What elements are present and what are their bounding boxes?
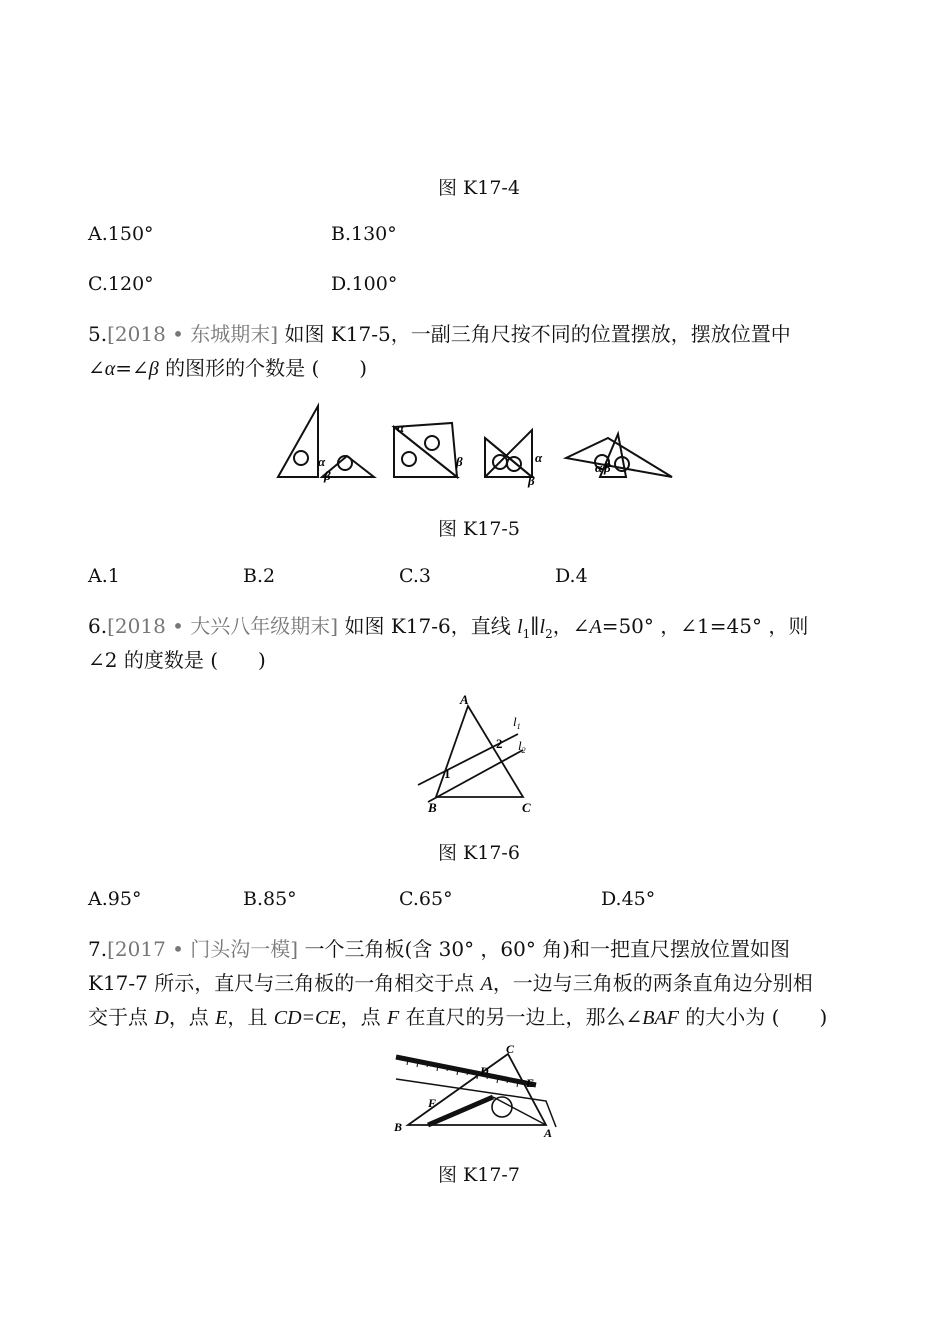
alpha-label: α (397, 420, 405, 435)
option-b: B.85° (243, 888, 297, 910)
figure-k17-6 (410, 690, 540, 820)
question-text: ，且 (227, 1005, 274, 1029)
hole (294, 451, 308, 465)
point-d-label: D (480, 1064, 489, 1078)
point-e-label: E (526, 1076, 535, 1090)
beta-label: β (528, 473, 535, 488)
figure-caption-k17-4: 图 K17-4 (438, 177, 520, 199)
line-l1: l (517, 616, 523, 638)
subscript: 2 (545, 627, 553, 641)
triangle-30-60 (278, 406, 318, 477)
question-number: 6. (88, 614, 108, 638)
triangle-hole (492, 1097, 512, 1117)
option-b: B.2 (243, 565, 276, 587)
question-text: =50° ，∠1=45° ，则 (601, 614, 809, 638)
angle-variable: A (589, 616, 602, 638)
option-d: D.100° (331, 273, 398, 295)
figure-k17-7 (388, 1042, 563, 1140)
question-text: 一个三角板(含 30° ，60° 角)和一把直尺摆放位置如图 (304, 937, 791, 961)
figure-caption-k17-5: 图 K17-5 (438, 518, 520, 540)
figure-caption-k17-7: 图 K17-7 (438, 1164, 520, 1186)
alpha-symbol: α (104, 358, 116, 380)
line-l1 (418, 734, 518, 785)
question-7-line-3 (88, 1000, 827, 1035)
angle-baf: BAF (642, 1007, 679, 1029)
question-number: 5. (88, 322, 108, 346)
beta-symbol: β (148, 358, 159, 380)
question-text: 交于点 (88, 1005, 155, 1029)
option-b: B.130° (331, 223, 397, 245)
question-7-line-1 (88, 932, 790, 966)
question-text: ，一边与三角板的两条直角边分别相 (492, 971, 813, 995)
vertex-a-label: A (544, 1126, 553, 1140)
alpha-label: α (595, 460, 603, 475)
alpha-label: α (318, 454, 326, 469)
figure-caption-k17-6: 图 K17-6 (438, 842, 520, 864)
option-d: D.4 (555, 565, 588, 587)
question-source: [2017 • 门头沟一模] (107, 937, 299, 961)
option-c: C.120° (88, 273, 154, 295)
point-a: A (480, 973, 493, 995)
question-text: K17-7 所示，直尺与三角板的一角相交于点 (88, 971, 481, 995)
question-text: 在直尺的另一边上，那么∠ (399, 1005, 643, 1029)
subscript: 1 (522, 627, 531, 641)
vertex-b-label: B (394, 1120, 403, 1134)
point-e: E (215, 1007, 228, 1029)
question-6-line-2 (88, 643, 266, 677)
alpha-label: α (535, 450, 543, 465)
line-l1-label: $l_1$ (513, 714, 521, 731)
line-l2: l (539, 616, 546, 638)
option-c: C.65° (399, 888, 453, 910)
question-text: 如图 K17-5，一副三角尺按不同的位置摆放，摆放位置中 (284, 322, 791, 346)
question-5-line-2 (88, 351, 367, 386)
figure-k17-5 (270, 400, 680, 490)
question-7-line-2 (88, 966, 813, 1001)
point-f-label: F (428, 1096, 437, 1110)
question-text: 的大小为 ( ) (678, 1005, 828, 1029)
beta-label: β (456, 454, 463, 469)
angle-symbol: ∠ (88, 356, 105, 380)
question-text: ，点 (168, 1005, 216, 1029)
question-source: [2018 • 东城期末] (107, 322, 279, 346)
question-source: [2018 • 大兴八年级期末] (107, 614, 339, 638)
point-f: F (386, 1007, 400, 1029)
vertex-b-label: B (428, 800, 437, 815)
question-5-line-1 (88, 317, 791, 351)
question-text: ∠2 的度数是 ( ) (88, 648, 266, 672)
option-a: A.1 (88, 565, 120, 587)
ruler-edge-bottom (428, 1097, 493, 1125)
question-text: 的图形的个数是 ( ) (158, 356, 368, 380)
hole (507, 457, 521, 471)
question-number: 7. (88, 937, 108, 961)
line-l2-label: $l_2$ (518, 738, 526, 755)
beta-label: β (604, 460, 611, 475)
triangle-abc (436, 706, 523, 797)
beta-label: β (324, 468, 331, 483)
angle-1-label: 1 (444, 766, 451, 781)
triangle-30-60 (485, 430, 532, 477)
vertex-a-label: A (460, 692, 469, 707)
question-text: ，∠ (552, 614, 590, 638)
question-text: 如图 K17-6，直线 (344, 614, 518, 638)
hole (402, 452, 416, 466)
line-l2 (428, 750, 523, 802)
option-d: D.45° (601, 888, 656, 910)
question-text: ，点 (340, 1005, 387, 1029)
point-d: D (154, 1007, 169, 1029)
condition-cd-ce: CD=CE (273, 1007, 341, 1029)
equals-angle: =∠ (115, 356, 149, 380)
option-a: A.150° (88, 223, 154, 245)
vertex-c-label: C (522, 800, 531, 815)
parallel-symbol: ∥ (530, 614, 540, 638)
option-c: C.3 (399, 565, 431, 587)
option-a: A.95° (88, 888, 142, 910)
vertex-c-label: C (506, 1042, 515, 1056)
hole (425, 436, 439, 450)
ruler-edge-top (396, 1057, 536, 1085)
angle-2-label: 2 (496, 736, 503, 751)
